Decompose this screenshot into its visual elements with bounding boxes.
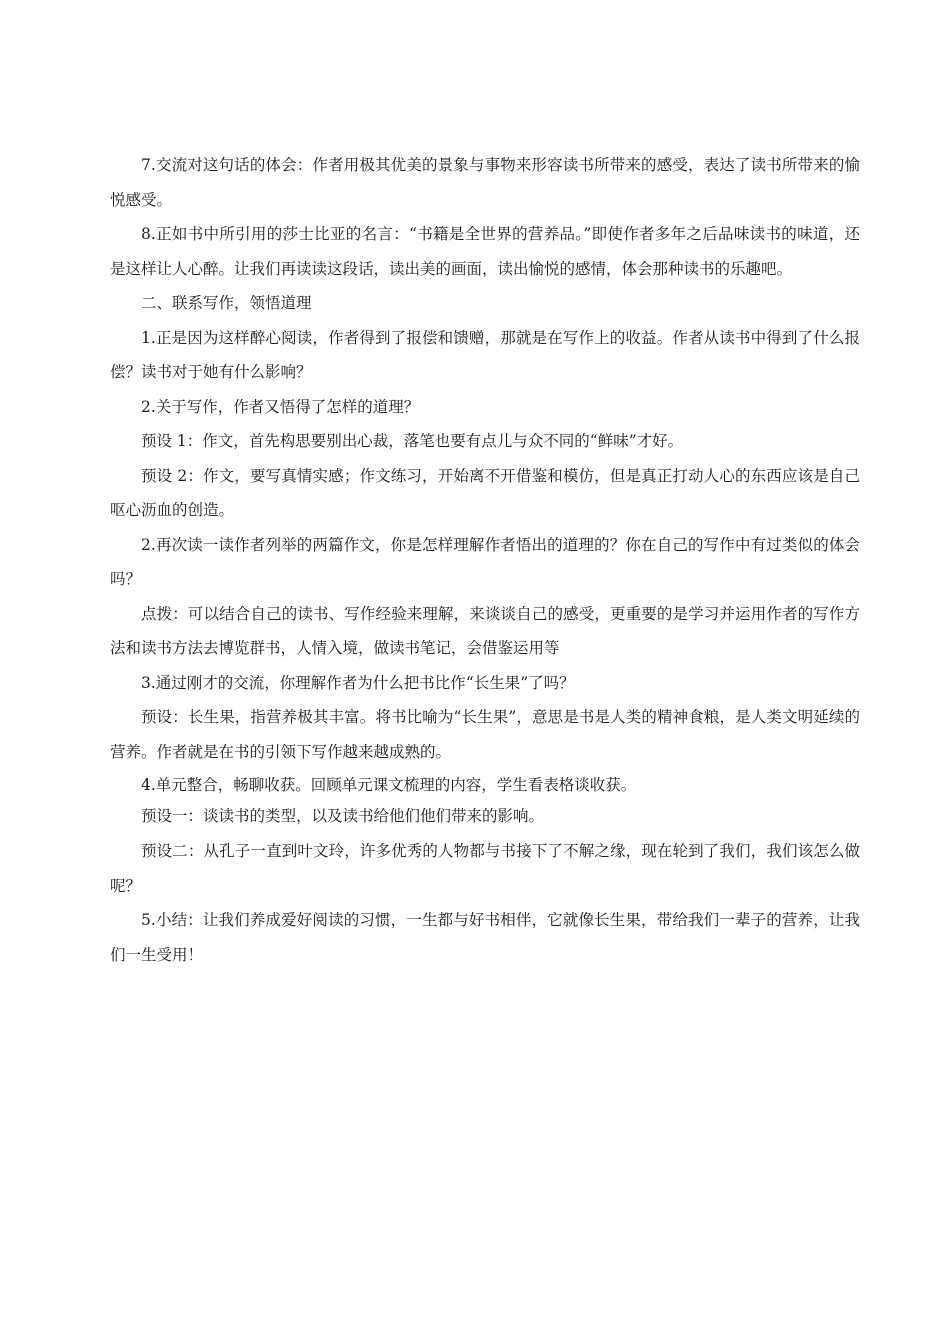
paragraph-s2-4: 4.单元整合，畅聊收获。回顾单元课文梳理的内容，学生看表格谈收获。 xyxy=(141,776,637,794)
paragraph-preset-two: 预设二：从孔子一直到叶文玲，许多优秀的人物都与书接下了不解之缘，现在轮到了我们，我们该怎么做呢？ xyxy=(110,842,860,895)
paragraph-preset-longevity-fruit: 预设：长生果，指营养极其丰富。将书比喻为“长生果”，意思是书是人类的精神食粮，是人类文明延续的营养。作者就是在书的引领下写作越来越成熟的。 xyxy=(110,708,860,761)
paragraph-s2-1: 1.正是因为这样醉心阅读，作者得到了报偿和馈赠，那就是在写作上的收益。作者从读书中得到了什么报偿？读书对于她有什么影响？ xyxy=(110,328,860,381)
paragraph-preset-one: 预设一：谈读书的类型，以及读书给他们他们带来的影响。 xyxy=(141,807,545,825)
paragraph-guidance: 点拨：可以结合自己的读书、写作经验来理解，来谈谈自己的感受，更重要的是学习并运用作者的写作方法和读书方法去博览群书，人情入境，做读书笔记，会借鉴运用等 xyxy=(110,604,860,657)
paragraph-summary: 5.小结：让我们养成爱好阅读的习惯，一生都与好书相伴，它就像长生果，带给我们一辈子的营养，让我们一生受用！ xyxy=(110,911,860,964)
document-body xyxy=(110,148,860,972)
paragraph-s2-2: 2.关于写作，作者又悟得了怎样的道理？ xyxy=(141,397,420,416)
paragraph-preset-1: 预设 1：作文，首先构思要别出心裁，落笔也要有点儿与众不同的“鲜味”才好。 xyxy=(141,432,684,450)
paragraph-8: 8.正如书中所引用的莎士比亚的名言：“书籍是全世界的营养品。”即使作者多年之后品味读书的味道，还是这样让人心醉。让我们再读读这段话，读出美的画面，读出愉悦的感情，体会那种读书的乐趣吧。 xyxy=(110,225,860,278)
paragraph-7: 7.交流对这句话的体会：作者用极其优美的景象与事物来形容读书所带来的感受，表达了读书所带来的愉悦感受。 xyxy=(110,156,860,209)
section-heading-2: 二、联系写作，领悟道理 xyxy=(141,294,312,312)
paragraph-preset-2: 预设 2：作文，要写真情实感；作文练习，开始离不开借鉴和模仿，但是真正打动人心的东西应该是自己呕心沥血的创造。 xyxy=(110,466,860,519)
paragraph-s2-3: 3.通过刚才的交流，你理解作者为什么把书比作“长生果”了吗？ xyxy=(141,673,575,692)
paragraph-s2-2b: 2.再次读一读作者列举的两篇作文，你是怎样理解作者悟出的道理的？你在自己的写作中有过类似的体会吗？ xyxy=(110,535,860,588)
